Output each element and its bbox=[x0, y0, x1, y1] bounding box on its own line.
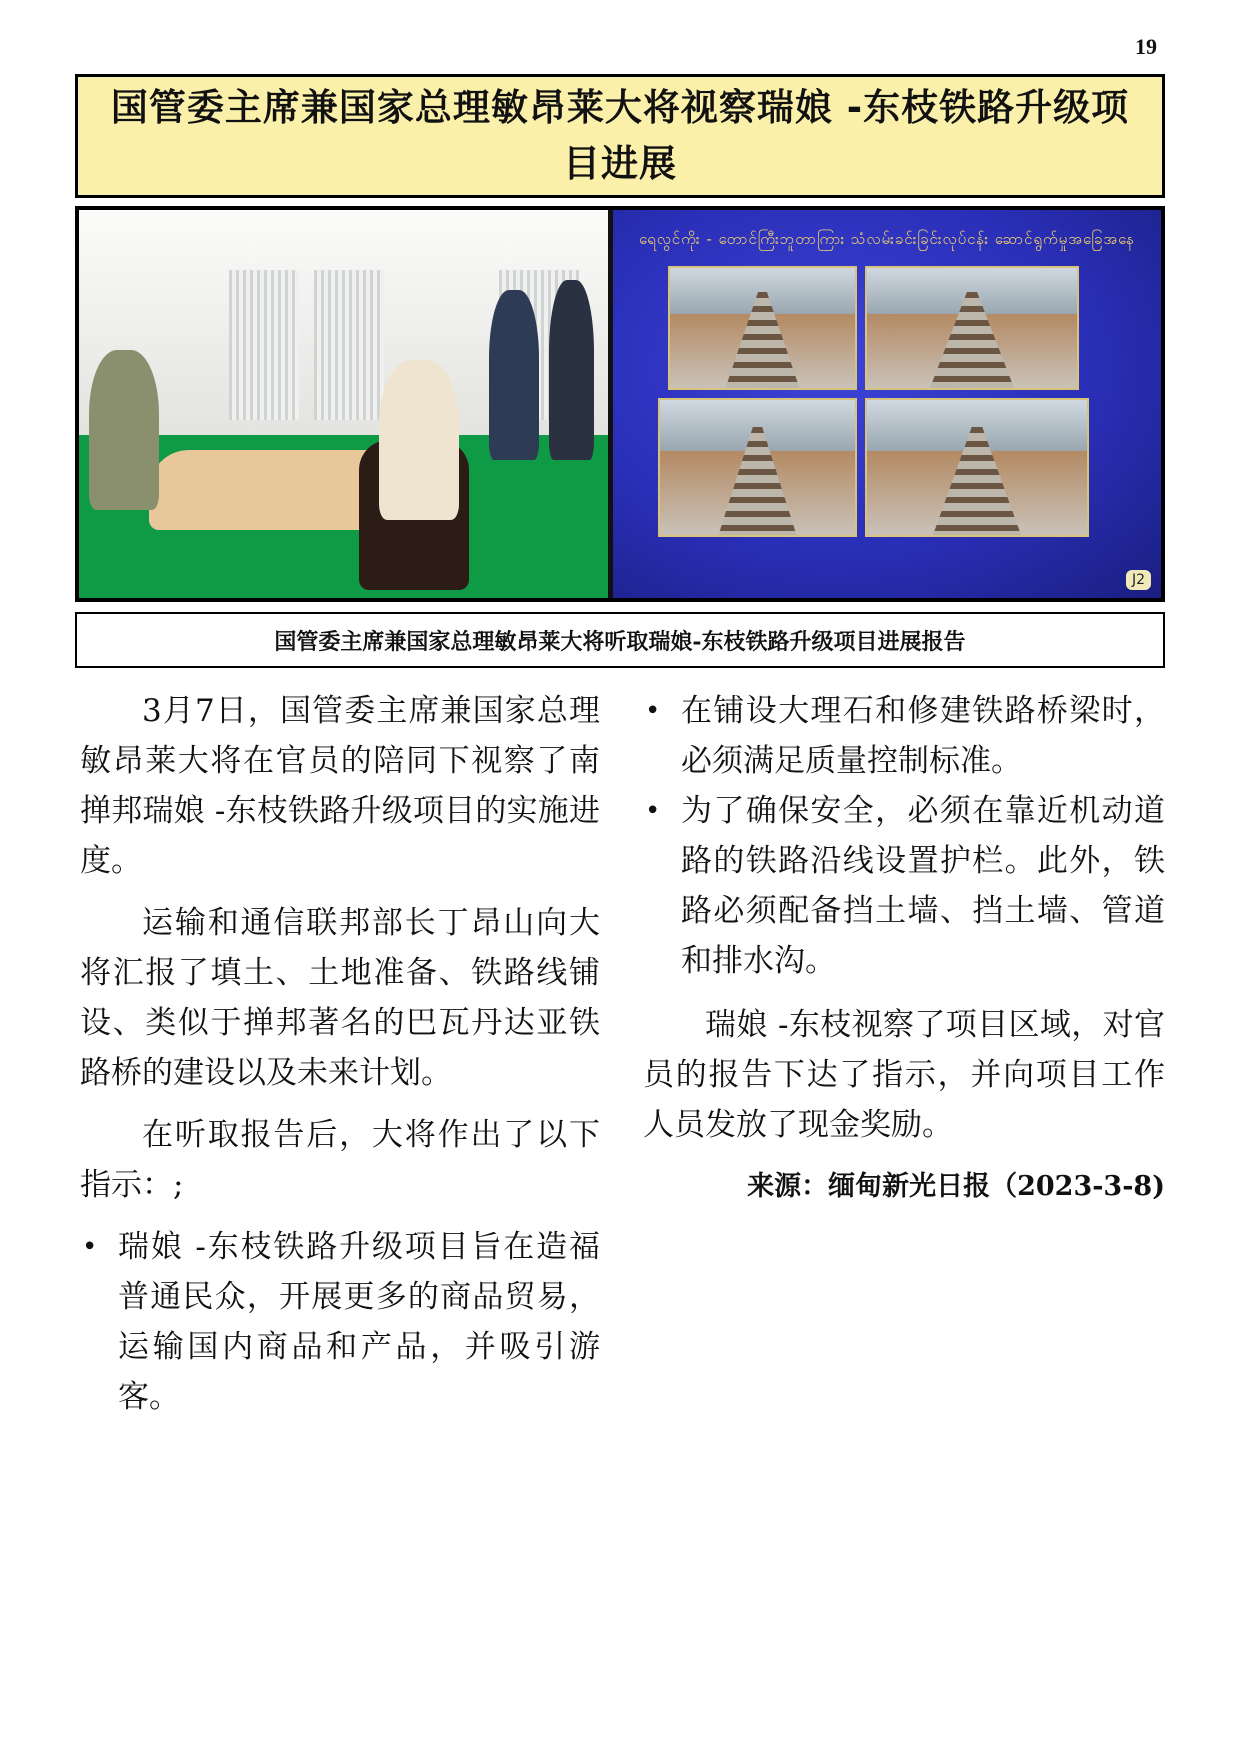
source-credit: 来源：缅甸新光日报（2023-3-8) bbox=[747, 1171, 1165, 1202]
meeting-room-photo bbox=[79, 210, 608, 598]
instruction-item-3: • 为了确保安全，必须在靠近机动道路的铁路沿线设置护栏。此外，铁路必须配备挡土墙、挡土墙、管道和排水沟。 bbox=[643, 786, 1165, 986]
photo-seated-person bbox=[89, 350, 159, 510]
photo-window bbox=[314, 270, 384, 420]
article-title: 国管委主席兼国家总理敏昂莱大将视察瑞娘 -东枝铁路升级项目进展 bbox=[110, 86, 1130, 185]
instruction-list-continued bbox=[643, 686, 1165, 986]
photo-standing-person bbox=[549, 280, 594, 460]
slide-tag: J2 bbox=[1126, 570, 1151, 590]
instruction-item-2: • 在铺设大理石和修建铁路桥梁时，必须满足质量控制标准。 bbox=[643, 686, 1165, 786]
right-column bbox=[643, 686, 1165, 1212]
slide-track-photo bbox=[865, 266, 1079, 390]
photo-caption: 国管委主席兼国家总理敏昂莱大将听取瑞娘-东枝铁路升级项目进展报告 bbox=[274, 628, 966, 655]
paragraph-4: 瑞娘 -东枝视察了项目区域，对官员的报告下达了指示，并向项目工作人员发放了现金奖励。 bbox=[643, 1007, 1165, 1143]
presentation-slide-photo bbox=[613, 210, 1161, 598]
instruction-list bbox=[80, 1222, 600, 1422]
left-column bbox=[80, 686, 600, 1436]
photo-caption-box bbox=[75, 612, 1165, 668]
slide-track-photo bbox=[658, 398, 857, 537]
slide-title: ရေ‌လွင်ကိုး - တောင်ကြီးဘူတာကြား သံလမ်းခင်းခြင်းလုပ်ငန်း ဆောင်ရွက်မှုအခြေအနေ bbox=[638, 230, 1136, 248]
paragraph-2: 运输和通信联邦部长丁昂山向大将汇报了填土、土地准备、铁路线铺设、类似于掸邦著名的巴瓦丹达亚铁路桥的建设以及未来计划。 bbox=[80, 905, 600, 1091]
photo-window bbox=[229, 270, 299, 420]
photo-main-figure bbox=[379, 360, 459, 520]
article-title-box bbox=[75, 74, 1165, 198]
slide-track-photo bbox=[865, 398, 1089, 537]
paragraph-1: 3月7日，国管委主席兼国家总理敏昂莱大将在官员的陪同下视察了南掸邦瑞娘 -东枝铁路升级项目的实施进度。 bbox=[80, 693, 600, 879]
photo-standing-person bbox=[489, 290, 539, 460]
page-number: 19 bbox=[1135, 34, 1157, 59]
paragraph-3: 在听取报告后，大将作出了以下指示：; bbox=[80, 1117, 600, 1203]
article-photo bbox=[75, 206, 1165, 602]
instruction-item-1: • 瑞娘 -东枝铁路升级项目旨在造福普通民众，开展更多的商品贸易，运输国内商品和产品，并吸引游客。 bbox=[80, 1222, 600, 1422]
slide-track-photo bbox=[668, 266, 857, 390]
